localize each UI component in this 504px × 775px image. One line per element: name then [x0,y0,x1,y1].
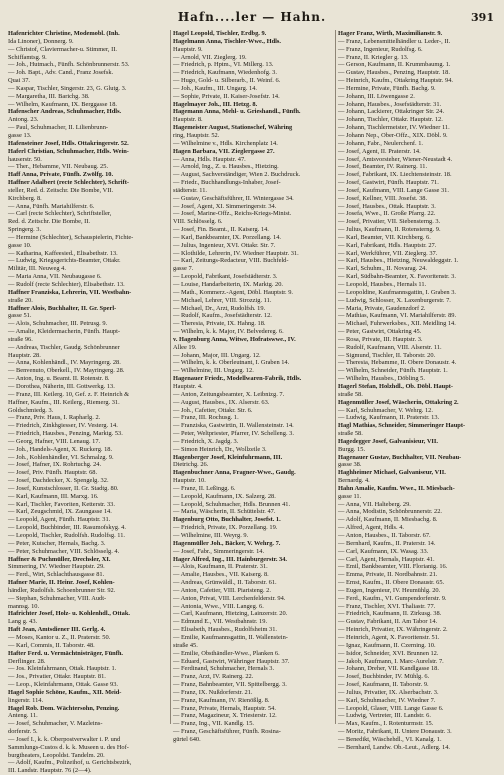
directory-entry: — Julius, Ingenieur, XVI. Ottakr. Str. 7. [173,241,276,249]
directory-entry: gasse 51. [8,312,32,320]
directory-entry: gasse 13. [8,131,32,139]
directory-entry: — Leopold, Fabrikant, Josefstädterstr. 3. [173,273,278,281]
directory-entry: — Friedrich, Hausbes., Penzing, Marktg. 53. [8,430,123,438]
directory-entry: — Gustav, Fabrikant, II. Am Tabor 14. [338,618,438,626]
directory-entry: — Leopoldine, Kaufmannsgattin, I. Graben 3. [338,288,457,296]
directory-entry: — Karl, Fabrikant, Hdls. Hauptstr. 27. [338,241,437,249]
directory-entry: Hagel Leopold, Tischler, Erdbg. 9. [173,30,267,37]
directory-entry: Haferl Christian, Schuhmacher, Hdls. Wein- [8,147,129,155]
directory-entry: Hagenbuchner Anna, Fragner-Wwe., Gaudg. [173,469,296,477]
directory-entry: — Franz, III. Keilerg. 10, Gef. z. F. Heinrich & [8,390,130,398]
directory-entry: — Elisabeth, Hausbes., Rudolfsheim 31. [173,626,278,634]
directory-entry: — Franz, Private, Hernals, Hauptstr. 54. [173,704,276,712]
directory-entry: — Joh., Hutmach., Fünfh. Schönbrunnerstr. 53. [8,61,130,69]
directory-entry: Kirchberg. 8. [8,194,42,202]
directory-entry: — Andreas, Grünwäldl., II. Taborstr. 61. [173,579,277,587]
directory-entry: — Johann, Tischler, Ottakr. Hauptstr. 12. [338,116,443,124]
directory-entry: Hagerl Stefan, Holzhdl., Ob. Döbl. Haupt- [338,382,454,390]
directory-entry: — Ludwig, Schlosser, X. Laxenburgerstr. 7. [338,296,451,304]
directory-entry: straße 20. [8,296,33,304]
directory-entry: — Wilhelm, k. k. Oberleutnant, I. Graben 14. [173,359,290,367]
directory-entry: Bernardg. 4. [338,477,370,485]
directory-entry: — Ludwig, Kaufmann, II. Praterstr. 13. [338,414,440,422]
directory-entry: Hauptstr. 28. [8,351,41,359]
directory-entry: — Margaretha, III. Barichg. 38. [8,92,90,100]
directory-entry: Hagelmayer Joh., III. Hetzg. 8. [173,100,258,108]
directory-entry: — Peter, Schuhmacher, VIII. Schlösselg. 4. [8,547,120,555]
directory-entry: — Anton, Privat, VIII. Lerchenfelderstr. 94. [173,594,286,602]
directory-entry: — Franz, II. Kriegler g. 13. [338,53,409,61]
directory-entry: — Adolf, Kaufm., Polizeihof, u. Gerichtsbezirk, [8,759,132,767]
directory-entry: — Franziska, Gastwirtin, II. Wallensteinstr. 14. [173,422,294,430]
directory-entry: — Ther., Hebamme, VII. Neubaug. 25. [8,163,109,171]
directory-entry: Hagenburg Otto, Buchhalter, Josefst. 1. [173,516,281,524]
directory-entry: — Josef, Kellner, VIII. Josefst. 38. [338,194,428,202]
directory-entry: Hager Franz, Wirth, Maximilianstr. 9. [338,30,443,37]
directory-entry: — Josef, Hafner, IX. Rohrtuchg. 24. [8,461,102,469]
directory-entry: — Josef, Gastwirt, Fünfh. Hauptstr. 71. [338,179,439,187]
directory-entry: — Johann, Fabr., Neulerchenf. 1. [338,139,424,147]
directory-entry: — Josef, Marine-Offz., Reichs-Kriegs-Minist. [173,210,292,218]
directory-entry: — Joh., Kaufm., III. Ungarg. 14. [173,84,258,92]
directory-entry: gürtel 640. [173,735,201,743]
directory-entry: — Friedr., Buchhandlungs-Inhaber, Josef- [173,179,281,187]
directory-entry: — Franz, Priv. Haus, I. Rapharlg. 2. [8,414,101,422]
directory-entry: — Eduard, Gastwirt, Währinger Hauptstr. 37. [173,657,290,665]
directory-entry: — Franz, IX. Nußdorferstr. 21. [173,688,253,696]
directory-entry: — Johann, III. Löwengasse 2. [338,92,415,100]
directory-entry: — Anna, Fünfh. Mariahilferstr. 6. [8,202,95,210]
directory-entry: — Maria Anna, VII. Neubaugasse 6. [8,273,102,281]
directory-entry: Hauptstr. 10. [173,477,206,485]
directory-entry: Derflinger. 28. [8,657,46,665]
directory-entry: — Julius, Kaufmann, II. Rotensterng. 9. [338,226,441,234]
directory-entry: dorferstr. 5. [8,728,38,736]
directory-entry: Haffner Adalbert (recte Schlechter), Schrift- [8,179,129,187]
directory-entry: gasse 11. [338,492,362,500]
directory-entry: — Heinrich, Privatier, IX. Währingerstr. 2. [338,626,448,634]
directory-entry: — Maria, Wäscherin, II. Schüttelstr. 47. [173,508,276,516]
directory-entry: straße 58. [338,430,363,438]
directory-entry: — Franz, Ingenieur, Rudolfsg. 6. [338,45,423,53]
directory-entry: — Theresia, Private, IX. Hahng. 18. [173,320,266,328]
directory-entry: Haft Jean, Amtsdiener III. Gerlg. 4. [8,626,106,634]
directory-entry: — Ludwig, Vertreter, III. Landstr. 6. [338,712,431,720]
directory-entry: — Johann, Hausbes., Josefstädterstr. 31. [338,100,442,108]
directory-entry: — Benvenuto, Oberkell., IV. Mayringerg. 28. [8,367,125,375]
directory-entry: — Hugo, Gold- u. Silberarb., II. Weinf. 6. [173,77,281,85]
directory-entry: Hauptstr. 4. [173,382,203,390]
directory-entry: — Hermine (Schlechter), Schauspielerin, Fichte- [8,233,134,241]
directory-entry: — Wilhelm, Schneider, Fünfh. Hauptstr. 1. [338,367,448,375]
directory-entry: — Leop., Kleinfahrmann, Ottak. Gasse 93. [8,681,119,689]
directory-entry: — Benedikt, Wäschehdl., VI. Kanalg. 1. [338,735,442,743]
directory-entry: — Leopold, Schuhmacher, Hdls. Brunnen 41. [173,500,291,508]
directory-entry: — Josef, Dachdecker, X. Spengelg. 32. [8,477,109,485]
directory-entry: Hafenscher Andreas, Schuhmacher, Hdls. [8,108,122,116]
directory-entry: — Mathias, Kaufmann, VI. Mariahilferstr. 89. [338,312,457,320]
directory-entry: — Leopold, Glaser, VIII. Lange Gasse 6. [338,704,444,712]
directory-entry: — Ferd., Wirt, Schlachthausgasse 81. [8,571,105,579]
directory-entry: — Peter, Gastwirt, Ottakring 45. [338,328,422,336]
directory-entry: — Louise, Handarbeiterin, IX. Marktg. 20. [173,281,284,288]
directory-entry: — Karl, Werkführer, VII. Zieglerg. 37. [338,249,438,257]
directory-entry: — Moses, Kantor u. Z., II. Praterstr. 50. [8,633,111,641]
directory-entry: — Franz, Ing., VII. Kandlg. 15. [173,720,254,728]
directory-entry: — Karl, Commis, II. Taborstr. 48. [8,641,95,649]
directory-entry: — Karl, Zeugschmid, IX. Zaungasse 14. [8,508,112,516]
directory-entry: — Rudolf (recte Schlechter), Elisabethstr. 13. [8,281,125,288]
directory-entry: v. Hagenburg Anna, Witwe, Hofratswwe., IV. [173,335,296,343]
directory-entry: — Moritz, Fabrikant, II. Untere Donaustr. 3. [338,728,452,736]
directory-entry: — Arnold, VII. Zieglerg. 19. [173,53,247,61]
directory-entry: — Theresia, Hebamme, II. Obere Donaustr. 4. [338,359,457,367]
directory-entry: — Georg, Hafner, VIII. Lenaug. 17. [8,437,101,445]
directory-entry: — Carl, Kaufmann, IX. Wasag. 33. [338,547,429,555]
directory-entry: — Josef, Fin. Beamt., II. Kaiserg. 14. [173,226,269,234]
directory-entry: Hahn Amalie, Kaufm. Wwe., II. Miesbach- [338,484,455,492]
directory-entry: Hagedegger Josef, Galvanisieur, VII. [338,437,439,445]
directory-entry: — Simon Heinrich, Dr., Wollzeile 3. [173,445,267,453]
directory-entry: — Karl, Zeitungs-Redacteur, VIII. Buchfeld- [173,257,289,265]
directory-entry: — Peter, Weltpriester, Pfarrer, IV. Schelleng. 3. [173,430,294,438]
directory-entry: — Arnold, Ing., Z. u. Hausbes., Hietzing. [173,163,279,171]
directory-entry: — Michael, Fuhrwerksbes., XII. Meidling 14. [338,320,456,328]
directory-entry: Sammlungs-Custos d. k. k. Museen u. des Hof- [8,743,129,751]
directory-entry: — Dorothea, Näherin, III. Gottwerkg. 13. [8,382,115,390]
directory-entry: — Max, Kaufm., I. Rotenturmstr. 15. [338,720,434,728]
directory-entry: Haffner Franziska, Lehrerin, VII. Westbahn- [8,288,132,296]
directory-entry: — Heinrich, Agent, X. Favoritenstr. 51. [338,633,440,641]
directory-entry: Hafrichter Josef, Holz- u. Kohlenhdl., Ottak. [8,610,131,618]
directory-entry: — Adolf, Kaufmann, II. Miesbachg. 8. [338,516,438,524]
directory-entry: — Karl, Bankbeamter, IX. Porzellang. 14. [173,233,281,241]
directory-entry: — Ignaz, Kaufmann, II. Czerning. 10. [338,641,436,649]
directory-entry: — Heinrich, Kaufm., Ottakring Hauptstr. 94. [338,77,454,85]
directory-entry: — Joh. Bapt., Adv. Cand., Franz Josefsk. [8,69,114,77]
directory-entry: — Michael, Lehrer, VIII. Strozzig. 11. [173,296,272,304]
directory-entry: — Alois, Kaufmann, II. Praterstr. 31. [173,563,268,571]
directory-entry: — Josef I., k. k. Oberpostverwalter i. P. und [8,735,121,743]
directory-entry: — Klothilde, Lehrerin, IV. Wiedner Hauptstr. 31. [173,249,299,257]
directory-entry: Hagel Rob. Dom. Wächtersohn, Penzing. [8,704,120,712]
directory-entry: Hagenauer Gustav, Buchhalter, VII. Neubau- [338,453,462,461]
directory-entry: — Karl, Tischler, Favoriten, Ketterstr. 33. [8,500,115,508]
directory-entry: — Josef, Priv. Fünfh. Hauptstr. 68. [8,469,98,477]
directory-entry: Simmering, IV. Wiedner Hauptstr. 29. [8,563,105,571]
directory-entry: — Wilhelmine, III. Weyrg. 9. [173,532,249,539]
directory-entry: — Rosa, Private, III. Hauptstr. 3. [338,335,423,343]
directory-entry: — Karl, Hausbes., Hietzing, Neuwaldeggstr. 1. [338,257,459,265]
directory-entry: Lang g. 43. [8,618,38,626]
directory-entry: straße 45. [173,641,198,649]
directory-entry: — Johann Nep., Ober-Offz., XIX. Döbl. 9. [338,131,448,139]
page-header [0,10,504,26]
directory-entry: — Christof, Claviermacher-u. Stimmer, II. [8,45,117,53]
directory-entry: — Josef, Kaufmann, II. Taborstr. 9. [338,681,429,689]
directory-entry: händler, Rudolfsh. Schoenbrunner Str. 92. [8,586,116,594]
directory-entry: — Anton, Hausbes., II. Taborstr. 67. [338,532,431,539]
directory-entry: — Friedrich, p. Hptm., VI. Millerg. 13. [173,61,274,69]
directory-entry: Hagenauer Friedr., Modellwaren-Fabrik, Hdls. [173,375,302,383]
directory-entry: — Franz, Geschäftsführer, Fünfh. Rosina- [173,728,281,736]
directory-entry: Hagenmüller Josef, Wäscherin, Ottakring 2. [338,398,459,406]
running-title: Hafn....ler — Hahn. [177,10,327,24]
directory-entry: Hafner Marie, II. Heinr. Josef, Kohlen- [8,579,115,587]
directory-entry: — Franz, Tischler, XVI. Thaliastr. 77. [338,602,436,610]
directory-entry: Hager Alfred, Ing., III. Hainburgerstr. 34. [173,555,288,563]
directory-entry: — Amalie, Hausbes., VII. Kaiserg. 8. [173,571,269,579]
directory-entry: — Friedrich, Kaufmann, II. Zirkusg. 38. [338,610,442,618]
directory-entry: — Karl, Kaufmann, III. Marxg. 16. [8,492,99,500]
directory-entry: Hagenberger Josef, Kleinfuhrmann, III. [173,453,283,461]
directory-entry: burgtheaters, Leopoldst. Tandelm. 20. [8,751,105,759]
directory-entry: Red. d. Zeitschr. Die Bombe, II. [8,218,90,226]
directory-entry: III. Landstr. Hauptstr. 76 (2—4). [8,767,92,775]
directory-entry: gasse 38. [338,461,362,469]
directory-entry: straße 58. [338,390,363,398]
directory-entry: — Karl, Schuhm., II. Novarag. 24. [338,265,427,273]
directory-entry: Hauptstr. 9. [173,45,203,53]
directory-entry: Hagelmann Anna, Tischler-Wwe., Hdls. [173,37,282,45]
directory-entry: — August, Hausbes., IX. Alserstr. 63. [173,398,270,406]
directory-entry: — Alfred, Agent, Hdls. 4. [338,524,405,532]
directory-entry: — Karl, Schuhmacher, IV. Wiedner 7. [338,696,436,704]
directory-entry: ring, Hauptstr. 52. [173,131,220,139]
directory-entry: — Carl (recte Schlechter), Schriftsteller, [8,210,112,218]
directory-column-2 [171,30,336,743]
directory-entry: — Jos., Privatier, Ottakr. Hauptstr. 81. [8,673,106,681]
directory-entry: gasse 10. [8,241,32,249]
directory-entry: — Jakob, Kaufmann, I. Marc-Aurelstr. 7. [338,657,444,665]
directory-entry: Hagl Mathias, Schneider, Simmeringer Haupt- [338,422,466,430]
directory-entry: Anteng. 11. [8,712,38,720]
directory-entry: — Josef, Fabr., Simmeringerstr. 14. [173,547,265,555]
directory-entry: Hagenmüller Joh., Bäcker, V. Wehrg. 7. [173,539,281,547]
directory-entry: — Joh., Kohlenhändler, VI. Schmalzg. 9. [8,453,114,461]
directory-entry: — Andreas, Tischler, Gaudg. Schönbrunner [8,343,120,351]
directory-entry: — Franz, Magazineur, X. Triesterstr. 12. [173,712,277,720]
directory-entry: — Leopold, Buchbinder, III. Rasumofskyg. 4. [8,524,126,532]
directory-column-1 [6,30,171,775]
directory-entry: — Paul, Schuhmacher, II. Lilienbrunn- [8,124,109,132]
directory-entry: Antong. 23. [8,116,39,124]
directory-entry: — Karl, Beamter, VII. Kirchberg. 6. [338,233,431,241]
directory-entry: Hagel Sophie Schöne, Kaufm., XII. Meid- [8,688,122,696]
directory-entry: — Josef, Schuhmacher, V. Mazleins- [8,720,103,728]
directory-entry: — Sigmund, Tischler, II. Taborstr. 20. [338,351,436,359]
directory-entry: Haffner Alois, Buchhalter, II. Gr. Sperl- [8,304,117,312]
directory-entry: Hafenrichter Christine, Modemobl. (Inh. [8,30,120,37]
directory-entry: — Josef, Kaufmann, VIII. Lange Gasse 31. [338,186,449,194]
directory-entry: — Edmund E., VII. Westbahnstr. 19. [173,618,268,626]
directory-entry: — Isidor, Schneider, XVI. Brunnen 12. [338,649,439,657]
directory-column-3 [336,30,501,751]
directory-entry: Ida Linoner), Donnerg. 9. [8,37,74,45]
directory-entry: — Ferd., Kaufm., VI. Gumpendorferstr. 9. [338,594,447,602]
directory-entry: — Josef, Kunstschlosser, II. Gr. Stadtg. 80. [8,484,119,492]
directory-entry: — Anna, VII. Halteberg. 29. [338,500,411,508]
directory-entry: — August, Sachverständiger, Wien 2. Buchdruck. [173,171,301,179]
directory-entry: — Karl, Schuhmacher, V. Wehrg. 12. [338,406,433,414]
directory-entry: — Bernhard, Landw. Ob.-Leut., Adlerg. 14. [338,743,450,751]
directory-columns [6,30,502,775]
directory-entry: Hagen Barbara, VII. Zieglergasse 27. [173,147,275,155]
directory-entry: — Joh., Handels-Agent, X. Ruckerg. 18. [8,445,113,453]
directory-entry: — Julius, Privatier, IX. Alserbachstr. 3. [338,688,439,696]
directory-entry: — Josef, Agent, XI. Simmeringerstr. 34. [173,202,277,210]
directory-entry: Schiffamtsg. 9. [8,53,47,61]
directory-entry: — Antonia, Wwe., VIII. Langeg. 6. [173,602,264,610]
directory-entry: — Wilhelmine, III. Ungarg. 12. [173,367,254,375]
directory-entry: — Josef, Amtsvorsteher, Wiener-Neustadt 4. [338,155,453,163]
directory-entry: Springerg. 3. [8,226,42,234]
directory-entry: — Anna, Modistin, Schönbrunnerstr. 22. [338,508,443,516]
directory-entry: — Karl, Südbahn-Beamter, X. Favoritenstr. 3. [338,273,456,281]
directory-entry: — Johann, Dreher, VII. Kandlgasse 18. [338,665,439,673]
directory-entry: — Gustav, Geschäftsführer, II. Wintergasse 34. [173,194,294,202]
directory-entry: Haghheimer Michael, Galvaniseur, VII. [338,469,446,477]
directory-entry: — Sophie, Private, II. Kaiser-Josefstr. 14. [173,92,280,100]
directory-entry: hauserstr. 50. [8,155,42,163]
directory-entry: Quai 37. [8,77,31,85]
directory-entry: — Wilhelmine v., Hdls. Kirchenplatz 14. [173,139,278,147]
directory-entry: — Kaspar, Tischler, Singerstr. 23, G. Glutg. 3. [8,84,127,92]
directory-entry: — Emil, Bankbeamter, VIII. Florianig. 16. [338,563,448,571]
directory-entry: — Jos. Kleinfahrmann, Ottak. Hauptstr. 1. [8,665,117,673]
directory-entry: — Michael, Dr., Arzt, Rudolfsh. 19. [173,304,266,312]
directory-entry: — Friedrich, Private, IX. Porzellang. 19. [173,524,278,532]
directory-entry: Allee 19. [173,343,197,351]
directory-entry: — Leopold, Kaufmann, IX. Salzerg. 28. [173,492,276,500]
directory-entry: lingerstr. 114. [8,696,44,704]
directory-entry: mannsg. 10. [8,602,40,610]
directory-entry: — Franz, Bahnbeamter, VII. Spittelbergg. 3. [173,681,287,689]
directory-entry: — Joh., Cafetier, Ottakr. Str. 6. [173,406,253,414]
directory-entry: — Gerson, Kaufmann, II. Krummbaumg. 1. [338,61,451,69]
directory-entry: Dietrichg. 26. [173,461,209,469]
directory-entry: — Josef, Agent, II. Praterstr. 14. [338,147,421,155]
directory-entry: — Rudolf, Kaufm., Josefstädterstr. 12. [173,312,272,320]
directory-entry: — Gustav, Hausbes., Penzing, Hauptstr. 18. [338,69,450,77]
directory-entry: — Leopold, Hausbes., Hernals 11. [338,281,427,288]
directory-entry: Hagemann Anna, Mehl- u. Grieshandl., Fünfh. [173,108,301,116]
directory-entry: — Peter, Kutscher, Hernals, Bachg. 3. [8,539,106,547]
directory-entry: — Alois, Schuhmacher, III. Petrusg. 9. [8,320,108,328]
directory-entry: — Stephan, Schuhmacher, VIII. Audt- [8,594,107,602]
directory-entry: — Math., Kommerz.-Agent, Döbl. Hauptstr. 9. [173,288,293,296]
directory-entry: — Johann, Tischlermeister, IV. Wiedner 11. [338,124,450,132]
directory-entry: — Friedrich, Zinkhgiesser, IV. Vesterg. 14. [8,422,118,430]
directory-entry: — Franz, III. Rochusg. 1. [173,414,239,422]
directory-entry: VIII. Schlösselg. 6. [173,218,223,226]
directory-entry: — Bernhard, Kaufm., II. Praterstr. 14. [338,539,436,547]
directory-entry: gasse 7. [173,265,194,273]
directory-entry: — Friedrich, X. Jagdg. 3. [173,437,239,445]
directory-entry: straße 96. [8,335,33,343]
directory-entry: städterstr. 11. [173,186,208,194]
directory-entry: — Johann, Lackierer, Ottakringer Str. 24. [338,108,445,116]
directory-entry: — Ernst, Kaufm., II. Obere Donaustr. 65. [338,579,445,587]
directory-entry: — Wilhelm, k. k. Major, IV. Belvedereg. 6. [173,328,284,336]
directory-entry: Haff Anna, Private, Fünfh. Zwölfg. 10. [8,171,114,179]
directory-entry: — Josef, Fabrikant, IX. Liechtensteinstr. 18. [338,171,452,179]
directory-entry: — Rudolf, Kaufmann, VIII. Alserstr. 11. [338,343,442,351]
directory-entry: — Josef, Hausbes., Ottak. Hauptstr. 3. [338,202,436,210]
directory-entry: — Anna, Hdls. Hauptstr. 47. [173,155,246,163]
directory-entry: Haffner & Puchmüller, Drechsler, XI. [8,555,111,563]
directory-entry: — Josef, Buchbinder, IV. Mühlg. 6. [338,673,430,681]
directory-entry: — Emilie, Obsthändler-Wwe., Planken 6. [173,649,280,657]
directory-entry: — Hermine, Private, Fünfh. Bachg. 9. [338,84,436,92]
directory-entry: Haffner, Kaufm., III. Keilerg., Riemerg. 31. [8,398,120,406]
directory-entry: — Franz, Arzt, IV. Rainerg. 22. [173,673,254,681]
directory-entry: — Carl, Agent, Hernals, Hauptstr. 41. [338,555,435,563]
directory-entry: Hagemeister August, Stationschef, Währing [173,124,293,132]
directory-entry: — Franz, Lebensmittelhändler u. Leder-, II. [338,37,451,45]
directory-entry: — Franz, Kaufmann, IV. Rienößlg. 8. [173,696,270,704]
directory-entry: — Katharina, Kaffeesied., Elisabethstr. 13. [8,249,118,257]
directory-entry: — Ferdinand, Schuhmacher, Hernals 3. [173,665,275,673]
directory-entry: — Franz, II. Leßingg. 6. [173,484,236,492]
directory-entry: — Anna, Kohlenhändl., IV. Mayringerg. 28. [8,359,121,367]
directory-entry: — Friedrich, Kaufmann, Wiedenhofg. 3. [173,69,277,77]
directory-entry: — Josefa, Wwe., II. Große Pfarrg. 22. [338,210,436,218]
directory-entry: — Carl, Kaufmann, Hietzing, Lainzerstr. 20. [173,610,288,618]
directory-entry: — Anton, Zeitungsbeamter, X. Leibnizg. 7. [173,390,285,398]
directory-entry: — Leopold, Agent, Fünfh. Hauptstr. 31. [8,516,111,524]
directory-entry: Hafter Ferd. u. Vermächtnisträger, Fünfh. [8,649,124,657]
directory-entry: — Josef, Beamter, IV. Rainerg. 11. [338,163,428,171]
directory-entry: Hauptstr. 8. [173,116,203,124]
directory-entry: steller, Red. d. Zeitschr. Die Bombe, VII. [8,186,114,194]
directory-entry: — Emilie, Kaufmannsgattin, II. Wallenstein- [173,633,288,641]
page-number: 391 [471,11,494,24]
directory-entry: — Leopold, Tischler, Rudolfsh. Rudolfsg. 11. [8,532,126,539]
directory-entry: — Josef, Privatier, VII. Siebensterng. 3. [338,218,441,226]
directory-entry: — Johann, Major, III. Ungarg. 12. [173,351,261,359]
directory-entry: Hafensteiner Josef, Hdls. Ottakringerstr. 52. [8,139,129,147]
directory-entry: — Wilhelm, Hausbes., Döbling 5. [338,375,425,383]
directory-entry: Burgg. 15. [338,445,366,453]
directory-entry: — Emma, Private, II. Nordbahnstr. 21. [338,571,438,579]
directory-entry: — Amalie, Kleidermacherin, Fünfh. Haupt- [8,328,120,336]
directory-entry: — Wilhelm, Kaufmann, IX. Berggasse 18. [8,100,118,108]
directory-entry: — Eugen, Ingenieur, IV. Heumühlg. 20. [338,586,441,594]
directory-entry: — Anton, Cafetier, VIII. Piaristeng. 2. [173,586,271,594]
directory-entry: Goldschmiedg. 3. [8,406,54,414]
directory-entry: — Maria, Private, Gaudenzdorf 2. [338,304,426,312]
directory-entry: — Ludwig, Kriegsgerichts-Beamter, Ottakr. [8,257,121,265]
directory-entry: Militär, III. Neuweg 4. [8,265,66,273]
directory-entry: — Anton, Ing. u. Beamt. II. Rotenstr. 8. [8,375,110,383]
